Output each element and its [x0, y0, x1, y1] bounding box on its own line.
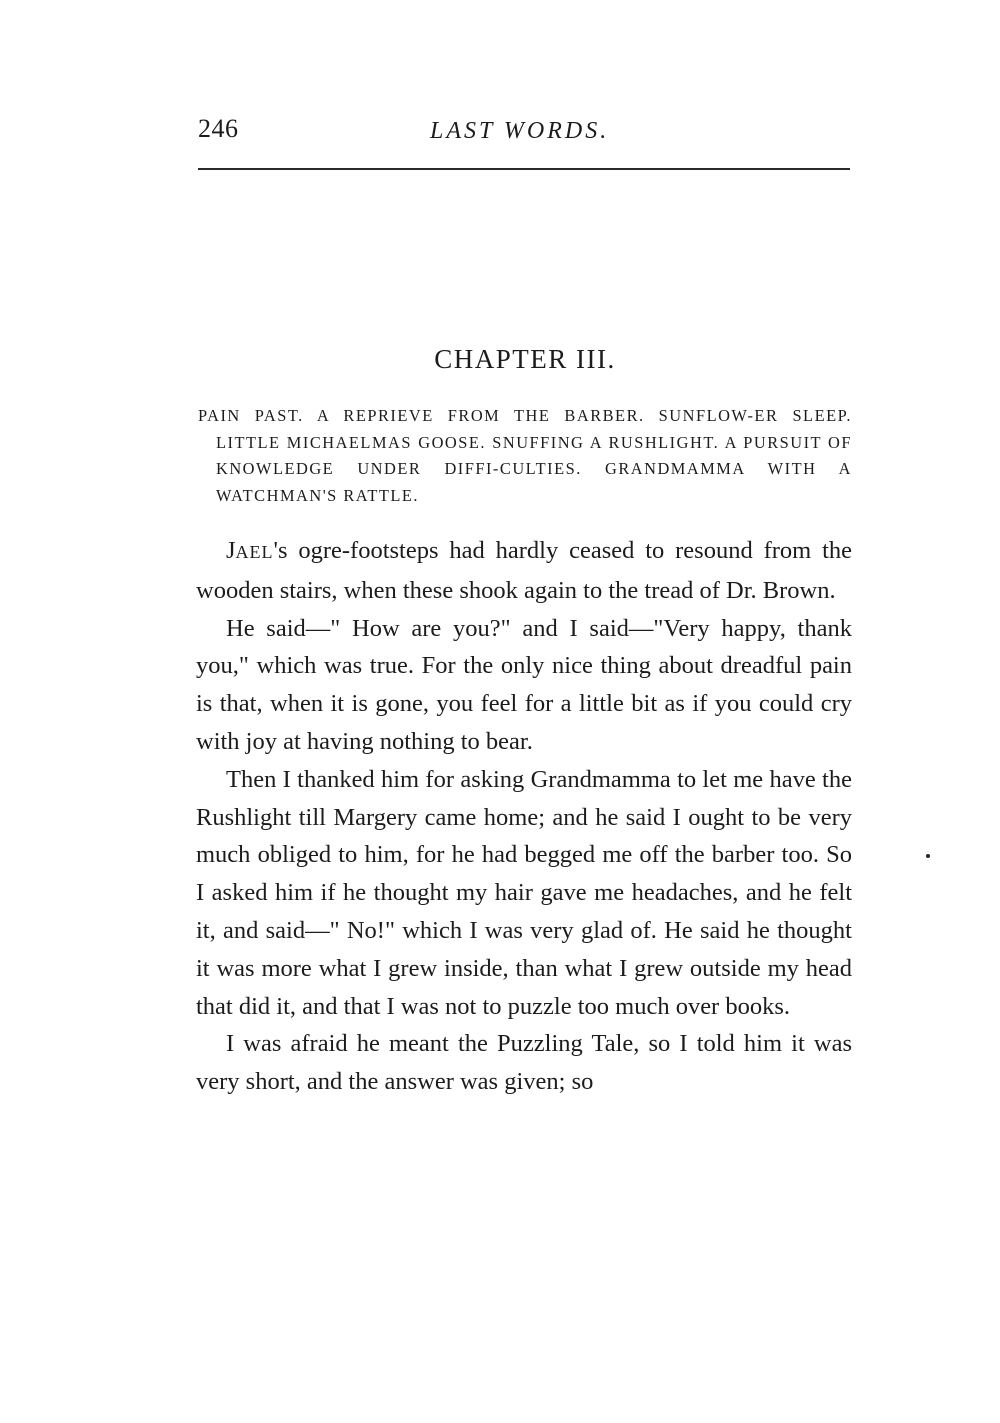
- paragraph-2: He said—" How are you?" and I said—"Very happy, thank you," which was true. For the only nice thing about dreadful pain is that, when it is gone, you feel for a little bit as if you could cry with joy at having nothing to bear.: [196, 614, 852, 755]
- running-title: LAST WORDS.: [430, 118, 610, 144]
- body-text: [196, 532, 852, 1101]
- paragraph-initial: J: [226, 537, 236, 564]
- chapter-synopsis: PAIN PAST. A REPRIEVE FROM THE BARBER. SUNFLOW-ER SLEEP. LITTLE MICHAELMAS GOOSE. SNUFFING A RUSHLIGHT. A PURSUIT OF KNOWLEDGE UNDER DIFFI-CULTIES. GRANDMAMMA WITH A WATCHMAN'S RATTLE.: [198, 406, 852, 505]
- print-speck: [926, 854, 930, 858]
- header-rule: [198, 168, 850, 170]
- page-number: 246: [198, 114, 239, 143]
- name-smallcaps: AEL: [235, 542, 274, 562]
- paragraph-4: I was afraid he meant the Puzzling Tale, so I told him it was very short, and the answer was given; so: [196, 1030, 852, 1096]
- paragraph-3: Then I thanked him for asking Grandmamma to let me have the Rushlight till Margery came home; and he said I ought to be very much obliged to him, for he had begged me off the barber too. So I asked him if he thought my hair gave me headaches, and he felt it, and said—" No!" which I was very glad of. He said he thought it was more what I grew inside, than what I grew outside my head that did it, and that I was not to puzzle too much over books.: [196, 765, 852, 1020]
- chapter-title: CHAPTER III.: [434, 344, 616, 374]
- paragraph-1: [196, 532, 852, 610]
- paragraph-1-text: 's ogre-footsteps had hardly ceased to resound from the wooden stairs, when these shook again to the tread of Dr. Brown.: [196, 537, 852, 604]
